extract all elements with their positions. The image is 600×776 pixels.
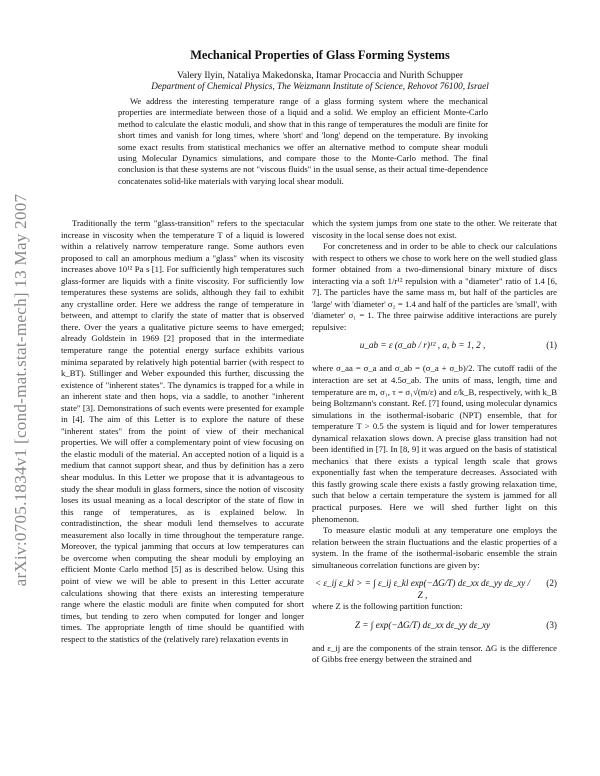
arxiv-identifier-sidebar	[6, 170, 36, 610]
equation-1-body: u_ab = ε (σ_ab / r)¹² , a, b = 1, 2 ,	[359, 340, 486, 351]
equation-3	[312, 617, 557, 639]
paragraph-continuation: which the system jumps from one state to the other. We reiterate that viscosity in the local sense does not exist.	[312, 218, 557, 240]
paragraph-units: where σ_aa = σ_a and σ_ab = (σ_a + σ_b)/2. The cutoff radii of the interaction are set at 4.5σ_ab. The units of mass, length, time and temperature are m, σ₁, τ = σ₁√(m/ε) and ε/k_B, respectively, with k_B being Boltzmann's constant. Ref. [7] found, using molecular dynamics simulations in the isothermal-isobaric (NPT) ensemble, that for temperature T > 0.5 the system is liquid and for lower temperatures dynamical relaxation slows down. A precise glass transition had not been identified in [7]. In [8, 9] it was argued on the basis of statistical mechanics that there exists a typical length scale that grows exponentially fast when the temperature decreases. Associated with this fastly growing scale there exists a fastly growing relaxation time, such that below a certain temperature the system is jammed for all practical purposes. Here we will shed further light on this phenomenon.	[312, 363, 558, 524]
equation-2-number: (2)	[546, 578, 557, 589]
equation-3-number: (3)	[546, 619, 557, 630]
equation-2	[312, 575, 557, 600]
paragraph-gibbs: and ε_ij are the components of the strain tensor. ΔG is the difference of Gibbs free energy between the strained and	[312, 642, 557, 665]
paragraph-partition: where Z is the following partition function:	[312, 601, 463, 612]
intro-paragraph: Traditionally the term "glass-transition" refers to the spectacular increase in viscosity when the temperature T of a liquid is lowered within a relatively narrow temperature range. Some authors even proposed to call an amorphous medium a "glass" when its viscosity increases above 10¹² Pa s [1]. For sufficiently high temperatures such glass-former are liquids with a finite viscosity. For sufficiently low temperatures these systems are solids, although they fail to exhibit any crystalline order. Here we address the range of temperature in between, and attempt to clarify the state of matter that is observed there. Over the years a qualitative picture seems to have emerged; already Goldstein in 1969 [2] proposed that in the intermediate temperature range the potential energy surface exhibits various minima separated by relatively high potential barrier (with respect to k_BT). Stillinger and Weber expounded this further, discussing the existence of "inherent states". The dynamics is trapped for a while in an inherent state and then hops, via a saddle, to another "inherent state" [3]. Demonstrations of such events were presented for example in [4]. The aim of this Letter is to explore the nature of these "inherent states" from the point of view of their mechanical properties. We will offer a complementary point of view focusing on the elastic moduli of the material. An accepted notion of a liquid is a medium that cannot support shear, and thus by definition has a zero shear modulus. In this Letter we propose that it is advantageous to study the shear moduli in glass formers, since the notion of viscosity loses its usual meaning as a local descriptor of the state of flow in this range of temperatures, as is explained below. In contradistinction, the shear moduli lend themselves to accurate measurement also locally in time throughout the temperature range. Moreover, the typical jamming that occurs at low temperatures can be overcome when computing the shear moduli by employing an efficient Monte Carlo method [5] as is described below. Using this point of view we will be able to present in this Letter accurate calculations showing that there exists an interesting temperature range where the elastic moduli are finite when computed for short times, but tending to zero when computed for longer and longer times. The appropriate length of time should be quantified with respect to the statistics of the (relatively rare) relaxation events in	[61, 218, 304, 644]
paper-title: Mechanical Properties of Glass Forming Systems	[190, 48, 450, 62]
paragraph-strain: To measure elastic moduli at any temperature one employs the relation between the strain fluctuations and the elastic properties of a system. In the frame of the isothermal-isobaric ensemble the strain simultaneous correlation functions are given by:	[312, 525, 557, 570]
equation-3-body: Z = ∫ exp(−ΔG/T) dε_xx dε_yy dε_xy	[354, 619, 491, 630]
right-column	[312, 218, 557, 666]
equation-1	[312, 337, 557, 359]
paragraph-model: For concreteness and in order to be able to check our calculations with respect to others we chose to work here on the well studied glass former obtained from a two-dimensional binary mixture of discs interacting via a soft 1/r¹² repulsion with a "diameter" ratio of 1.4 [6, 7]. The particles have the same mass m, but half of the particles are 'large' with 'diameter' σ₂ = 1.4 and half of the particles are 'small', with 'diameter' σ₁ = 1. The three pairwise additive interactions are purely repulsive:	[312, 241, 557, 332]
affiliation: Department of Chemical Physics, The Weizmann Institute of Science, Rehovot 76100, Israel	[151, 81, 489, 91]
equation-2-body: < ε_ij ε_kl > = ∫ ε_ij ε_kl exp(−ΔG/T) dε_xx dε_yy dε_xy / Z ,	[314, 578, 531, 600]
left-column	[61, 218, 304, 645]
equation-1-number: (1)	[546, 340, 557, 351]
arxiv-identifier: arXiv:0705.1834v1 [cond-mat.stat-mech] 13 May 2007	[11, 193, 30, 587]
author-list: Valery Ilyin, Nataliya Makedonska, Itamar Procaccia and Nurith Schupper	[176, 70, 464, 81]
abstract: We address the interesting temperature range of a glass forming system where the mechanical properties are intermediate between those of a liquid and a solid. We employ an efficient Monte-Carlo method to calculate the elastic moduli, and show that in this range of temperatures the moduli are finite for short times and vanish for long times, where 'short' and 'long' depend on the temperature. By invoking some exact results from statistical mechanics we offer an alternative method to compute shear moduli using Molecular Dynamics simulations, and compare those to the Monte-Carlo method. The final conclusion is that these systems are not "viscous fluids" in the usual sense, as their actual time-dependence concatenates solid-like materials with varying local shear moduli.	[118, 96, 488, 186]
